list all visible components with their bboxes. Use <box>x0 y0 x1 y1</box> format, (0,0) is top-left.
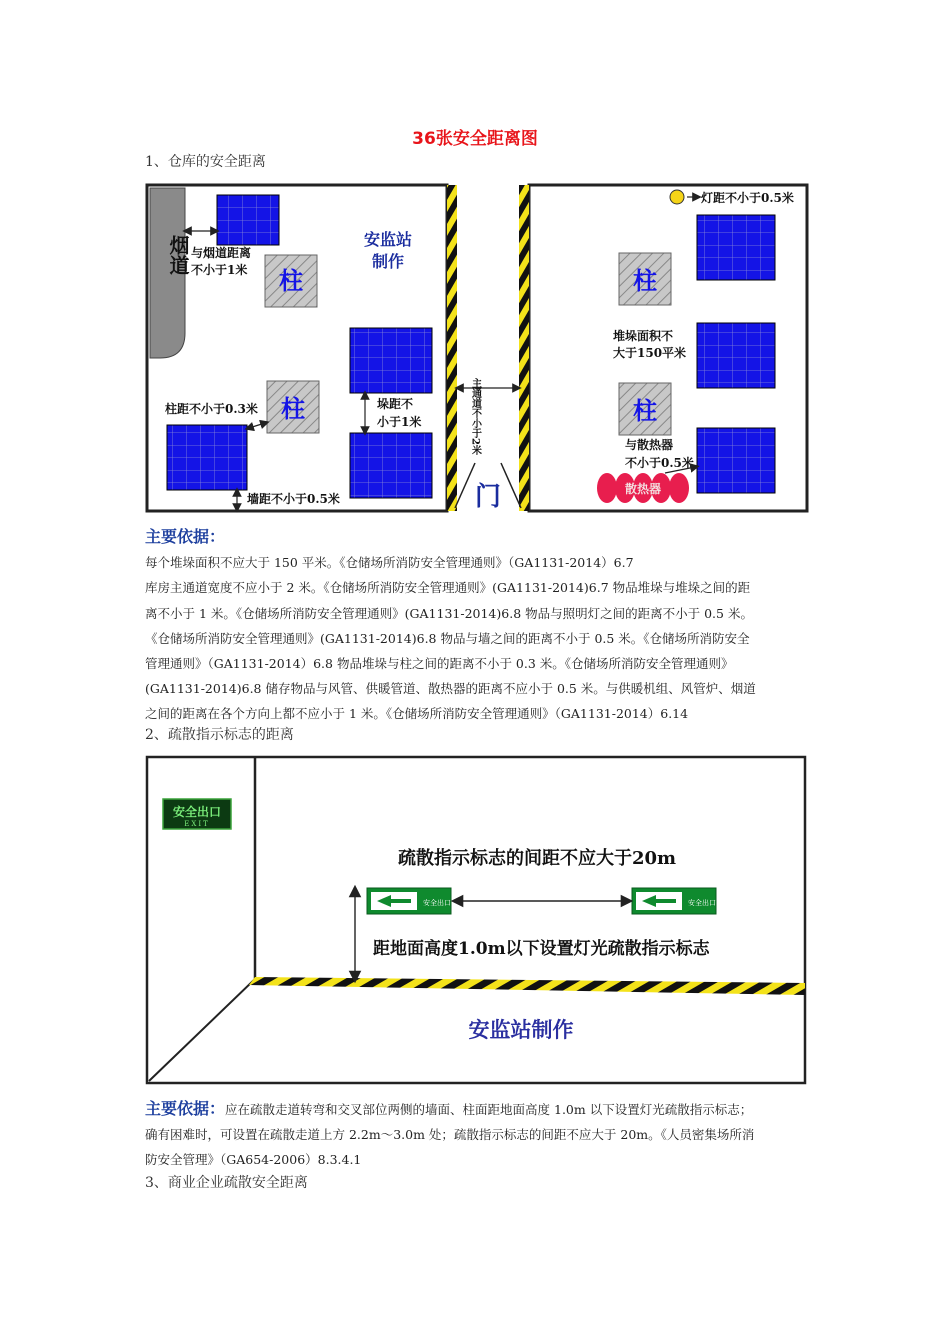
column-label: 柱 <box>281 394 305 423</box>
basis-line: 防安全管理》（GA654-2006）8.3.4.1 <box>145 1152 362 1168</box>
section-heading-warehouse: 1、仓库的安全距离 <box>145 154 266 170</box>
section-heading-evacuation-signs: 2、疏散指示标志的距离 <box>145 727 294 743</box>
lamp-gap-label: 灯距不小于0.5米 <box>701 191 794 205</box>
evacuation-sign-diagram <box>145 755 807 1085</box>
chimney-distance-label-1: 与烟道距离 <box>191 246 252 260</box>
wall-gap-label: 墙距不小于0.5米 <box>247 492 340 506</box>
basis-line: 管理通则》（GA1131-2014）6.8 物品堆垛与柱之间的距离不小于 0.3 米。《仓储场所消防安全管理通则》 <box>145 656 734 672</box>
evacuation-sign-left <box>367 888 451 914</box>
section-heading-commercial: 3、商业企业疏散安全距离 <box>145 1175 308 1191</box>
stack-gap-label-2: 小于1米 <box>377 415 422 429</box>
column-label: 柱 <box>633 396 657 425</box>
basis-label: 主要依据： <box>145 1099 226 1118</box>
watermark-line-2: 制作 <box>371 252 405 271</box>
lamp-icon <box>670 190 684 204</box>
basis-line: 应在疏散走道转弯和交叉部位两侧的墙面、柱面距地面高度 1.0m 以下设置灯光疏散指示标志； <box>225 1102 753 1117</box>
warehouse-diagram <box>145 183 809 513</box>
sign-text: 安全出口 <box>688 899 716 907</box>
exit-sign-en-label: EXIT <box>184 820 210 828</box>
main-aisle-label: 主通道不小于2米 <box>469 378 481 455</box>
watermark-line-1: 安监站 <box>363 230 413 249</box>
evacuation-sign-right <box>632 888 716 914</box>
heater-gap-label-2: 不小于0.5米 <box>625 456 694 470</box>
basis-line: 每个堆垛面积不应大于 150 平米。《仓储场所消防安全管理通则》（GA1131-2014）6.7 <box>145 555 634 571</box>
stack-gap-label-1: 垛距不 <box>377 397 414 411</box>
heater-gap-label-1: 与散热器 <box>625 438 674 452</box>
spacing-label: 疏散指示标志的间距不应大于20m <box>397 848 677 869</box>
chimney-distance-label-2: 不小于1米 <box>191 263 248 277</box>
chimney-label: 烟道 <box>166 235 190 275</box>
stack-5 <box>697 215 775 280</box>
heater-label: 散热器 <box>624 482 662 496</box>
stack-4 <box>167 425 247 490</box>
aisle-stripe-left <box>447 185 457 511</box>
page-title: 36张安全距离图 <box>412 129 538 149</box>
column-label: 柱 <box>279 266 303 295</box>
sign-text: 安全出口 <box>423 899 451 907</box>
basis-line: 之间的距离在各个方向上都不应小于 1 米。《仓储场所消防安全管理通则》（GA1131-2014）6.14 <box>145 706 689 722</box>
stack-7 <box>697 428 775 493</box>
basis-paragraph-2 <box>145 1096 813 1173</box>
basis-line: 确有困难时，可设置在疏散走道上方 2.2m～3.0m 处；疏散指示标志的间距不应大于 20m。《人员密集场所消 <box>145 1127 755 1143</box>
column-gap-label: 柱距不小于0.3米 <box>165 402 258 416</box>
watermark: 安监站制作 <box>468 1017 574 1042</box>
height-label: 距地面高度1.0m以下设置灯光疏散指示标志 <box>373 939 710 959</box>
door-label: 门 <box>474 482 502 512</box>
stack-3 <box>350 433 432 498</box>
basis-label: 主要依据： <box>145 527 226 546</box>
stack-area-label-2: 大于150平米 <box>613 346 687 360</box>
basis-line: 库房主通道宽度不应小于 2 米。《仓储场所消防安全管理通则》(GA1131-2014)6.7 物品堆垛与堆垛之间的距 <box>145 580 751 596</box>
stack-1 <box>217 195 279 245</box>
basis-line: 离不小于 1 米。《仓储场所消防安全管理通则》(GA1131-2014)6.8 物品与照明灯之间的距离不小于 0.5 米。 <box>145 605 753 621</box>
basis-paragraph-1 <box>145 524 813 727</box>
basis-line: (GA1131-2014)6.8 储存物品与风管、供暖管道、散热器的距离不应小于 0.5 米。与供暖机组、风管炉、烟道 <box>145 681 756 697</box>
basis-line: 《仓储场所消防安全管理通则》(GA1131-2014)6.8 物品与墙之间的距离不小于 0.5 米。《仓储场所消防安全 <box>145 630 750 646</box>
stack-2 <box>350 328 432 393</box>
exit-sign-label: 安全出口 <box>172 805 222 819</box>
aisle-stripe-right <box>519 185 529 511</box>
column-label: 柱 <box>633 266 657 295</box>
stack-area-label-1: 堆垛面积不 <box>613 329 674 343</box>
stack-6 <box>697 323 775 388</box>
